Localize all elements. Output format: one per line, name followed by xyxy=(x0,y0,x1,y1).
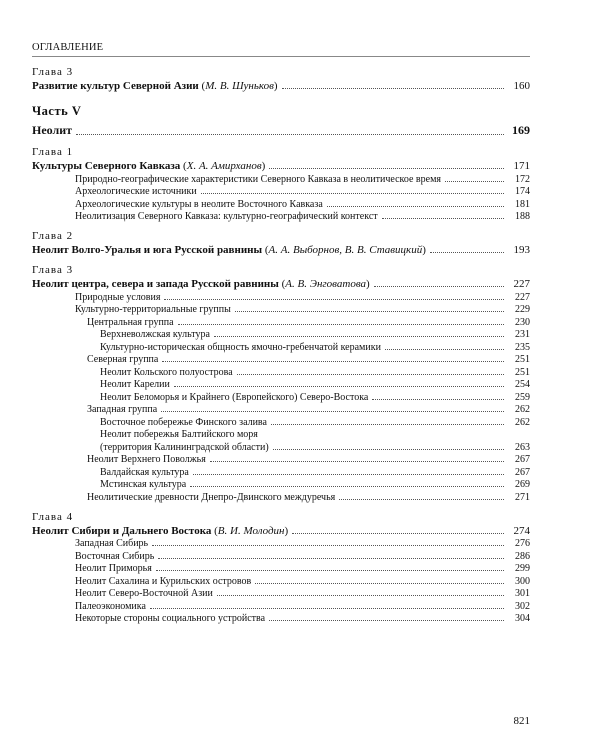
section-title: Неолит Кольского полуострова xyxy=(100,366,233,378)
table-of-contents xyxy=(32,66,530,624)
toc-entry[interactable] xyxy=(32,454,530,465)
section-title: Неолит Северо-Восточной Азии xyxy=(75,588,213,599)
leader-dots xyxy=(214,336,504,337)
chapter-heading: Неолит Волго-Уралья и юга Русской равнины (А. А. Выборнов, В. В. Ставицкий) xyxy=(32,244,426,256)
leader-dots xyxy=(190,486,504,487)
chapter-author: В. И. Молодин xyxy=(217,524,285,537)
toc-entry[interactable] xyxy=(32,354,530,365)
entry-page-number: 188 xyxy=(515,211,530,222)
chapter-author: М. В. Шуньков xyxy=(205,80,274,92)
entry-page-number: 262 xyxy=(515,404,530,415)
toc-entry[interactable] xyxy=(32,244,530,256)
entry-page-number: 160 xyxy=(513,80,530,92)
entry-page-number: 231 xyxy=(515,329,530,340)
entry-page-number: 229 xyxy=(515,304,530,315)
toc-entry[interactable] xyxy=(32,174,530,185)
toc-entry[interactable] xyxy=(32,392,530,403)
toc-entry[interactable] xyxy=(32,160,530,172)
leader-dots xyxy=(164,299,504,300)
leader-dots xyxy=(430,252,504,253)
section-title: Палеоэкономика xyxy=(75,600,146,612)
section-title: Северная группа xyxy=(87,354,159,365)
toc-entry[interactable] xyxy=(32,186,530,197)
leader-dots xyxy=(156,570,504,571)
part-title: Неолит xyxy=(32,123,73,137)
entry-page-number: 267 xyxy=(515,454,530,465)
toc-entry xyxy=(32,104,530,119)
entry-page-number: 254 xyxy=(515,379,530,390)
chapter-author: А. В. Энговатова xyxy=(285,278,367,290)
entry-page-number: 263 xyxy=(515,441,530,453)
section-title: Археологические источники xyxy=(75,186,197,197)
section-title: Неолит побережья Балтийского моря xyxy=(100,429,258,440)
toc-entry[interactable] xyxy=(32,551,530,562)
section-title: Неолит Верхнего Поволжья xyxy=(87,454,206,465)
leader-dots xyxy=(269,168,504,169)
leader-dots xyxy=(292,533,504,534)
entry-page-number: 276 xyxy=(515,538,530,549)
toc-entry[interactable] xyxy=(32,613,530,624)
toc-entry[interactable] xyxy=(32,479,530,490)
entry-page-number: 274 xyxy=(513,524,530,537)
leader-dots xyxy=(237,374,504,375)
entry-page-number: 304 xyxy=(515,613,530,624)
section-title: Мстинская культура xyxy=(100,479,187,490)
entry-page-number: 251 xyxy=(515,366,530,378)
chapter-label: Глава 3 xyxy=(32,264,74,276)
toc-entry xyxy=(32,66,530,78)
toc-entry[interactable] xyxy=(32,417,530,428)
leader-dots xyxy=(385,349,504,350)
entry-page-number: 227 xyxy=(515,291,530,303)
toc-entry[interactable] xyxy=(32,292,530,303)
section-title: (территория Калининградской области) xyxy=(100,441,269,453)
toc-entry[interactable] xyxy=(32,379,530,390)
toc-entry xyxy=(32,264,530,276)
chapter-title: Неолит Волго-Уралья и юга Русской равнины xyxy=(32,244,263,256)
toc-entry[interactable] xyxy=(32,80,530,92)
entry-page-number: 230 xyxy=(515,316,530,328)
toc-entry[interactable] xyxy=(32,278,530,290)
running-head: ОГЛАВЛЕНИЕ xyxy=(32,42,104,53)
leader-dots xyxy=(372,399,504,400)
section-title: Валдайская культура xyxy=(100,466,189,478)
part-label: Часть V xyxy=(32,104,82,118)
entry-page-number: 267 xyxy=(515,466,530,478)
leader-dots xyxy=(374,286,504,287)
leader-dots xyxy=(273,449,504,450)
toc-entry xyxy=(32,429,530,440)
section-title: Неолит Приморья xyxy=(75,563,152,574)
toc-entry xyxy=(32,146,530,158)
toc-entry[interactable] xyxy=(32,199,530,210)
toc-entry[interactable] xyxy=(32,492,530,503)
entry-page-number: 251 xyxy=(515,354,530,365)
leader-dots xyxy=(382,218,504,219)
leader-dots xyxy=(235,311,504,312)
leader-dots xyxy=(282,88,504,89)
chapter-title: Культуры Северного Кавказа xyxy=(32,160,181,172)
section-title: Центральная группа xyxy=(87,316,174,328)
entry-page-number: 174 xyxy=(515,186,530,197)
toc-entry[interactable] xyxy=(32,123,530,138)
entry-page-number: 302 xyxy=(515,600,530,612)
section-title: Восточное побережье Финского залива xyxy=(100,416,267,428)
leader-dots xyxy=(174,386,504,387)
section-title: Археологические культуры в неолите Восточного Кавказа xyxy=(75,198,323,210)
chapter-heading: Неолит центра, севера и запада Русской равнины (А. В. Энговатова) xyxy=(32,278,370,290)
entry-page-number: 169 xyxy=(512,123,530,137)
toc-entry[interactable] xyxy=(32,601,530,612)
chapter-label: Глава 3 xyxy=(32,66,74,78)
toc-entry[interactable] xyxy=(32,563,530,574)
leader-dots xyxy=(76,134,504,135)
toc-entry[interactable] xyxy=(32,525,530,537)
section-title: Природные условия xyxy=(75,291,161,303)
leader-dots xyxy=(158,558,504,559)
entry-page-number: 172 xyxy=(515,173,530,185)
chapter-author: Х. А. Амирханов xyxy=(186,160,262,172)
header-rule xyxy=(32,56,530,57)
leader-dots xyxy=(255,583,504,584)
page-number: 821 xyxy=(513,715,530,727)
leader-dots xyxy=(210,461,504,462)
section-title: Верхневолжская культура xyxy=(100,329,210,340)
chapter-label: Глава 2 xyxy=(32,230,74,242)
leader-dots xyxy=(327,206,504,207)
leader-dots xyxy=(201,193,504,194)
leader-dots xyxy=(445,181,504,182)
chapter-title: Неолит Сибири и Дальнего Востока xyxy=(32,524,212,537)
leader-dots xyxy=(150,608,504,609)
leader-dots xyxy=(271,424,504,425)
leader-dots xyxy=(162,361,504,362)
chapter-label: Глава 1 xyxy=(32,146,74,158)
toc-entry[interactable] xyxy=(32,576,530,587)
section-title: Неолитизация Северного Кавказа: культурно-географический контекст xyxy=(75,211,378,222)
section-title: Западная группа xyxy=(87,404,158,415)
section-title: Неолит Беломорья и Крайнего (Европейского) Северо-Востока xyxy=(100,391,369,403)
section-title: Неолит Сахалина и Курильских островов xyxy=(75,575,252,587)
leader-dots xyxy=(178,324,504,325)
toc-entry xyxy=(32,511,530,523)
toc-entry[interactable] xyxy=(32,442,530,453)
leader-dots xyxy=(339,499,504,500)
entry-page-number: 269 xyxy=(515,479,530,490)
leader-dots xyxy=(217,595,504,596)
toc-entry[interactable] xyxy=(32,538,530,549)
section-title: Неолит Карелии xyxy=(100,379,170,390)
toc-entry[interactable] xyxy=(32,404,530,415)
entry-page-number: 181 xyxy=(515,198,530,210)
chapter-title: Развитие культур Северной Азии xyxy=(32,80,199,92)
section-title: Восточная Сибирь xyxy=(75,550,155,562)
toc-entry xyxy=(32,230,530,242)
chapter-label: Глава 4 xyxy=(32,510,74,523)
entry-page-number: 299 xyxy=(515,563,530,574)
chapter-title: Неолит центра, севера и запада Русской равнины xyxy=(32,278,279,290)
entry-page-number: 259 xyxy=(515,391,530,403)
entry-page-number: 300 xyxy=(515,575,530,587)
section-title: Западная Сибирь xyxy=(75,538,149,549)
toc-entry[interactable] xyxy=(32,588,530,599)
toc-entry[interactable] xyxy=(32,317,530,328)
section-title: Некоторые стороны социального устройства xyxy=(75,613,266,624)
toc-entry[interactable] xyxy=(32,467,530,478)
entry-page-number: 301 xyxy=(515,588,530,599)
entry-page-number: 193 xyxy=(513,244,530,256)
entry-page-number: 227 xyxy=(513,278,530,290)
leader-dots xyxy=(269,620,504,621)
section-title: Природно-географические характеристики Северного Кавказа в неолитическое время xyxy=(75,173,442,185)
section-title: Культурно-историческая общность ямочно-гребенчатой керамики xyxy=(100,341,381,353)
chapter-heading: Развитие культур Северной Азии (М. В. Шуньков) xyxy=(32,80,278,92)
toc-entry[interactable] xyxy=(32,367,530,378)
chapter-heading: Неолит Сибири и Дальнего Востока (В. И. Молодин) xyxy=(32,524,289,537)
toc-entry[interactable] xyxy=(32,342,530,353)
toc-entry[interactable] xyxy=(32,304,530,315)
leader-dots xyxy=(152,545,504,546)
entry-page-number: 235 xyxy=(515,341,530,353)
entry-page-number: 171 xyxy=(513,160,530,172)
chapter-author: А. А. Выборнов, В. В. Ставицкий xyxy=(268,244,423,256)
toc-entry[interactable] xyxy=(32,211,530,222)
leader-dots xyxy=(161,411,504,412)
entry-page-number: 262 xyxy=(515,416,530,428)
section-title: Неолитические древности Днепро-Двинского междуречья xyxy=(87,491,336,503)
leader-dots xyxy=(193,474,504,475)
entry-page-number: 271 xyxy=(515,491,530,503)
entry-page-number: 286 xyxy=(515,550,530,562)
section-title: Культурно-территориальные группы xyxy=(75,304,231,315)
toc-entry[interactable] xyxy=(32,329,530,340)
chapter-heading: Культуры Северного Кавказа (Х. А. Амирханов) xyxy=(32,160,266,172)
